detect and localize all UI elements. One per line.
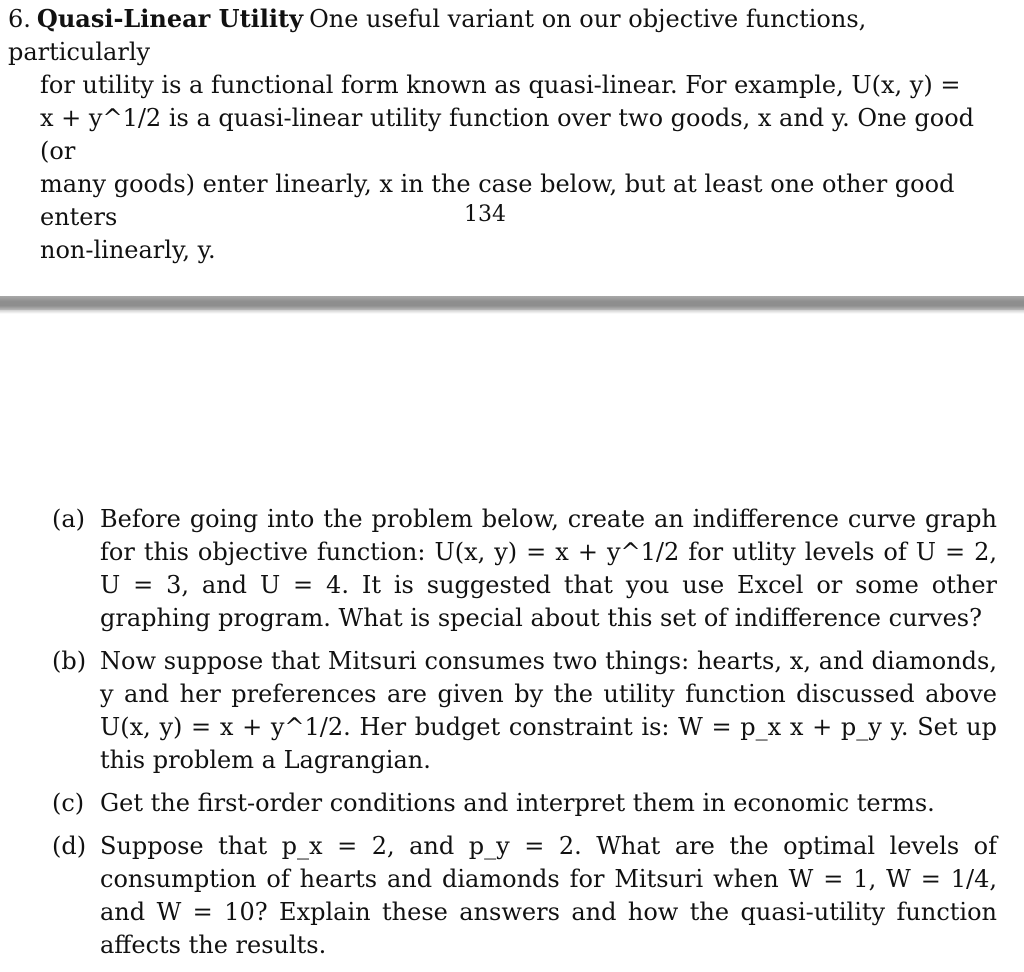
sub-question-c <box>52 787 997 820</box>
problem-title: Quasi-Linear Utility <box>36 4 304 33</box>
sub-question-text: Get the first-order conditions and interpret them in economic terms. <box>100 789 935 817</box>
problem-text-4: many goods) enter linearly, x in the case below, but at least one other good enters <box>40 170 955 231</box>
problem-text-2: for utility is a functional form known as quasi-linear. For example, U(x, y) = <box>40 71 961 99</box>
sub-question-text: Now suppose that Mitsuri consumes two things: hearts, x, and diamonds, y and her preferences are given by the utility function discussed above U(x, y) = x + y^1/2. Her budget constraint is: W = p_x x + p_y y. Set up this problem a Lagrangian. <box>100 647 997 774</box>
sub-question-label: (b) <box>52 647 87 675</box>
sub-question-label: (a) <box>52 505 86 533</box>
page-top <box>0 0 1024 296</box>
sub-question-label: (d) <box>52 832 87 860</box>
sub-question-text: Suppose that p_x = 2, and p_y = 2. What are the optimal levels of consumption of hearts and diamonds for Mitsuri when W = 1, W = 1/4, and W = 10? Explain these answers and how the quasi-utility function affects the results. <box>100 832 997 959</box>
problem-text-5: non-linearly, y. <box>40 236 216 264</box>
sub-question-text: Before going into the problem below, create an indifference curve graph for this objective function: U(x, y) = x + y^1/2 for utlity levels of U = 2, U = 3, and U = 4. It is suggested that you use Excel or some other graphing program. What is special about this set of indifference curves? <box>100 505 997 632</box>
problem-text-3: x + y^1/2 is a quasi-linear utility function over two goods, x and y. One good (or <box>40 104 975 165</box>
sub-question-d <box>52 830 997 962</box>
problem-number: 6. <box>8 5 31 33</box>
problem-statement <box>8 2 998 267</box>
sub-questions <box>52 503 997 972</box>
sub-question-b <box>52 645 997 777</box>
problem-line-1 <box>8 2 998 69</box>
page-break-divider <box>0 296 1024 310</box>
problem-text-1: One useful variant on our objective functions, particularly <box>8 5 867 66</box>
sub-question-a <box>52 503 997 635</box>
sub-question-label: (c) <box>52 789 85 817</box>
page-number: 134 <box>464 202 506 227</box>
page-break-shadow <box>0 310 1024 314</box>
